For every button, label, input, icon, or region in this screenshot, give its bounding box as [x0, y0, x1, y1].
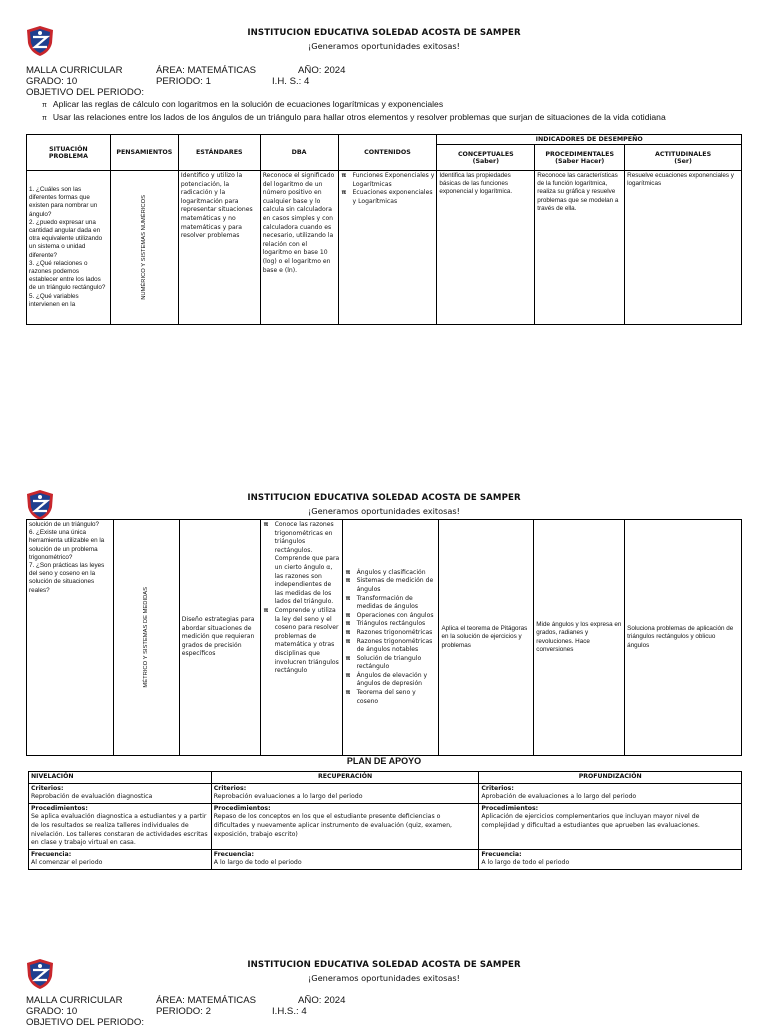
year-label: AÑO: 2024 [298, 995, 346, 1006]
procedimientos-cell: Procedimientos: Se aplica evaluación diagnostica a estudiantes y a partir de los resultados se realiza talleres individuales de nivelación. Los talleres constaran de actividades escritas en clase y trabajo virtual en casa. [29, 803, 212, 849]
contenido-item: π Razones trigonométricas [345, 629, 437, 638]
page-3 [0, 950, 768, 1028]
ihs-label: I.H.S.: 4 [272, 1006, 307, 1017]
contenido-item: π Funciones Exponenciales y Logarítmicas [341, 172, 435, 189]
estandares-cell: Diseño estrategias para abordar situaciones de medición que requieran grados de precisión específicos [179, 520, 260, 756]
period-label: PERIODO: 1 [156, 76, 211, 87]
criterios-cell: Criterios: Reprobación evaluaciones a lo largo del periodo [211, 783, 479, 803]
frecuencia-cell: Frecuencia: Al comenzar el periodo [29, 849, 212, 869]
plan-table [28, 771, 742, 870]
contenidos-cell [342, 520, 439, 756]
header-procedimentales: PROCEDIMENTALES (Saber Hacer) [535, 145, 625, 171]
pensamiento-cell: MÉTRICO Y SISTEMAS DE MEDIDAS [113, 520, 179, 756]
institution-motto: ¡Generamos oportunidades exitosas! [308, 973, 460, 983]
dba-item: π Comprende y utiliza la ley del seno y el coseno para resolver problemas de matemática y otras disciplinas que involucren triángulos rectángulo [263, 607, 340, 676]
criterios-cell: Criterios: Reprobación de evaluación diagnostica [29, 783, 212, 803]
procedimientos-cell: Procedimientos: Repaso de los conceptos en los que el estudiante presente deficiencias o dificultades y nuevamente aplicar instrumento de evaluación (quiz, examen, exposición, trabajo escrito) [211, 803, 479, 849]
institution-name: INSTITUCION EDUCATIVA SOLEDAD ACOSTA DE SAMPER [247, 493, 521, 503]
contenido-item: π Ángulos y clasificación [345, 569, 437, 578]
procedimientos-cell: Procedimientos: Aplicación de ejercicios complementarios que incluyan mayor nivel de complejidad y dificultad a estudiantes que aprueben las evaluaciones. [479, 803, 742, 849]
area-label: ÁREA: MATEMÁTICAS [156, 995, 257, 1006]
actitudinales-cell: Resuelve ecuaciones exponenciales y logarítmicas [625, 171, 742, 325]
objective-item: π Aplicar las reglas de cálculo con logaritmos en la solución de ecuaciones logarítmicas y exponenciales [42, 99, 444, 109]
contenido-item: π Sistemas de medición de ángulos [345, 577, 437, 594]
conceptuales-cell: Identifica las propiedades básicas de las funciones exponencial y logarítmica. [437, 171, 535, 325]
frecuencia-cell: Frecuencia: A lo largo de todo el periodo [479, 849, 742, 869]
situacion-cell: 1. ¿Cuáles son las diferentes formas que existen para nombrar un ángulo? 2. ¿puedo expresar una cantidad angular dada en otra equivalente utilizando un sistema o unidad diferente? 3. ¿Qué relaciones o razones podemos establecer entre los lados de un triángulo rectángulo? 5. ¿Qué variables intervienen en la [27, 171, 111, 325]
contenido-item: π Razones trigonométricas de ángulos notables [345, 638, 437, 655]
ihs-label: I.H. S.: 4 [272, 76, 310, 87]
dba-cell: Reconoce el significado del logaritmo de un número positivo en cualquier base y lo calcula sin calculadora en casos simples y con calculadora cuando es necesario, utilizando la relación con el logaritmo en base 10 (log) o el logaritmo en base e (ln). [260, 171, 338, 325]
objective-label: OBJETIVO DEL PERIODO: [26, 1017, 144, 1028]
institution-motto: ¡Generamos oportunidades exitosas! [308, 41, 460, 51]
header-contenidos: CONTENIDOS [338, 135, 437, 171]
header-conceptuales: CONCEPTUALES (Saber) [437, 145, 535, 171]
grade-label: GRADO: 10 [26, 76, 78, 87]
procedimentales-cell: Reconoce las características de la función logarítmica, realiza su gráfica y resuelve problemas que se modelan a través de ella. [535, 171, 625, 325]
frecuencia-cell: Frecuencia: A lo largo de todo el periodo [211, 849, 479, 869]
curriculum-table [26, 134, 742, 325]
objective-label: OBJETIVO DEL PERIODO: [26, 87, 144, 98]
contenido-item: π Solución de triangulo rectángulo [345, 655, 437, 672]
contenido-item: π Teorema del seno y coseno [345, 689, 437, 706]
page-1 [0, 0, 768, 470]
header-dba: DBA [260, 135, 338, 171]
plan-title: PLAN DE APOYO [346, 756, 422, 766]
contenido-item: π Operaciones con ángulos [345, 612, 437, 621]
dba-cell [260, 520, 342, 756]
malla-label: MALLA CURRICULAR [26, 65, 123, 76]
procedimentales-cell: Mide ángulos y los expresa en grados, radianes y revoluciones. Hace conversiones [534, 520, 625, 756]
actitudinales-cell: Soluciona problemas de aplicación de triángulos rectángulos y oblicuo ángulos [625, 520, 742, 756]
plan-header-profundizacion: PROFUNDIZACIÓN [479, 772, 742, 784]
header-situacion: SITUACIÓN PROBLEMA [27, 135, 111, 171]
header-pensamientos: PENSAMIENTOS [110, 135, 178, 171]
plan-header-recuperacion: RECUPERACIÓN [211, 772, 479, 784]
header-actitudinales: ACTITUDINALES (Ser) [625, 145, 742, 171]
year-label: AÑO: 2024 [298, 65, 346, 76]
period-label: PERIODO: 2 [156, 1006, 211, 1017]
header-estandares: ESTÁNDARES [178, 135, 260, 171]
malla-label: MALLA CURRICULAR [26, 995, 123, 1006]
curriculum-table-continued [26, 519, 742, 756]
contenido-item: π Ángulos de elevación y ángulos de depresión [345, 672, 437, 689]
objective-item: π Usar las relaciones entre los lados de los ángulos de un triángulo para hallar otros elementos y resolver problemas que surjan de situaciones de la vida cotidiana [42, 112, 666, 122]
contenido-item: π Triángulos rectángulos [345, 620, 437, 629]
criterios-cell: Criterios: Aprobación de evaluaciones a lo largo del periodo [479, 783, 742, 803]
grade-label: GRADO: 10 [26, 1006, 78, 1017]
period-header [26, 995, 345, 1028]
contenidos-cell [338, 171, 437, 325]
plan-header-nivelacion: NIVELACIÓN [29, 772, 212, 784]
contenido-item: π Ecuaciones exponenciales y Logarítmicas [341, 189, 435, 206]
conceptuales-cell: Aplica el teorema de Pitágoras en la solución de ejercicios y problemas [439, 520, 534, 756]
contenido-item: π Transformación de medidas de ángulos [345, 595, 437, 612]
area-label: ÁREA: MATEMÁTICAS [156, 65, 257, 76]
institution-name: INSTITUCION EDUCATIVA SOLEDAD ACOSTA DE SAMPER [247, 960, 521, 970]
institution-name: INSTITUCION EDUCATIVA SOLEDAD ACOSTA DE SAMPER [247, 28, 521, 38]
estandares-cell: Identifico y utilizo la potenciación, la radicación y la logaritmación para representar situaciones matemáticas y no matemáticas y para resolver problemas [178, 171, 260, 325]
period-header [26, 65, 345, 98]
page-2 [0, 485, 768, 935]
header-indicadores: INDICADORES DE DESEMPEÑO [437, 135, 742, 145]
institution-motto: ¡Generamos oportunidades exitosas! [308, 506, 460, 516]
situacion-cell: solución de un triángulo? 6. ¿Existe una única herramienta utilizable en la solución de un problema trigonométrico? 7. ¿Son prácticas las leyes del seno y coseno en la solución de situaciones reales? [27, 520, 114, 756]
dba-item: π Conoce las razones trigonométricas en triángulos rectángulos. Comprende que para un cierto ángulo α, las razones son independientes de las medidas de los lados del triángulo. [263, 521, 340, 607]
pensamiento-cell: NUMÉRICO Y SISTEMAS NUMÉRICOS [110, 171, 178, 325]
